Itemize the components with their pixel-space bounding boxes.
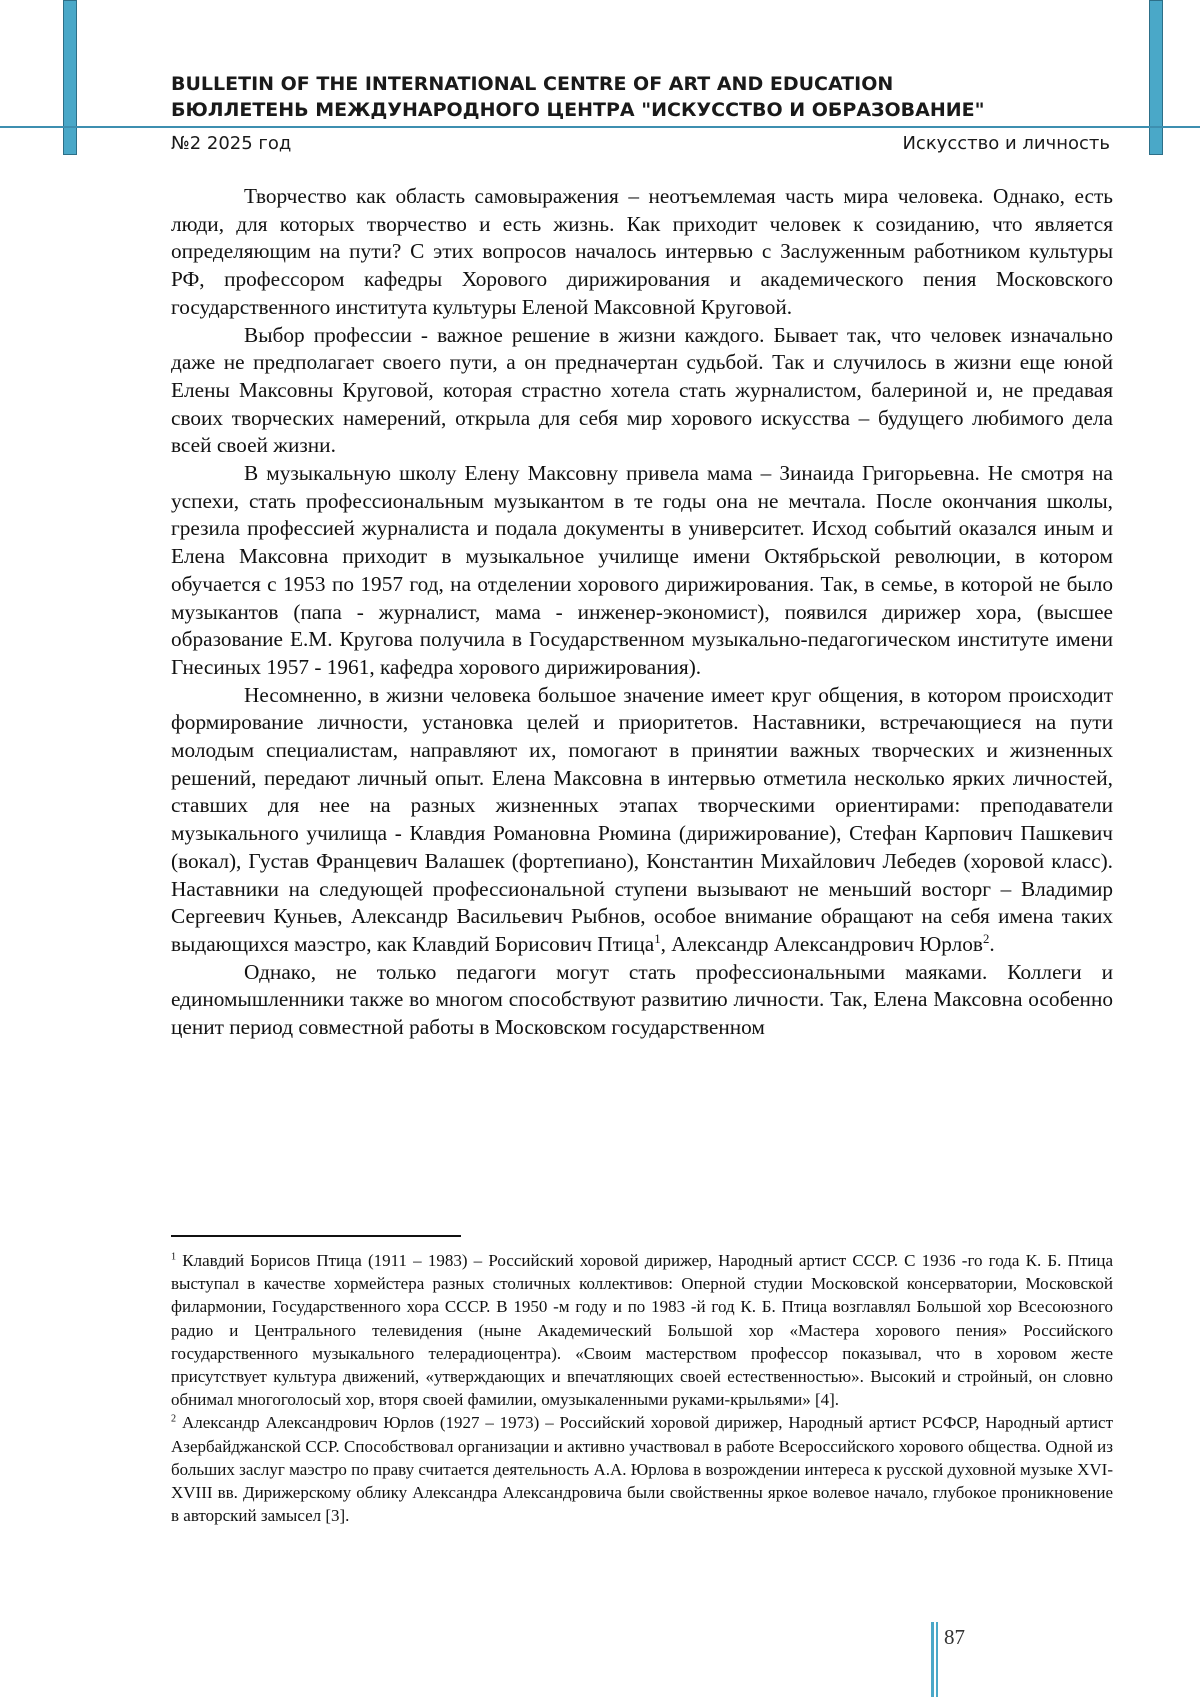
footnote-text: Клавдий Борисов Птица (1911 – 1983) – Российский хоровой дирижер, Народный артист СССР. С 1936 -го года К. Б. Птица выступал в качестве хормейстера разных столичных коллективов: Оперной студии Московской консерватории, Московской филармонии, Государственного хора СССР. В 1950 -м году и по 1983 -й год К. Б. Птица возглавлял Большой хор Всесоюзного радио и Центрального телевидения (ныне Академический Большой хор «Мастера хорового пения» Российского государственного музыкального телерадиоцентра). «Своим мастерством профессор показывал, что в хоровом жесте присутствует культура движений, «утверждающих и впечатляющих своей естественностью». Высокий и стройный, он словно обнимал многоголосый хор, вторя своей фамилии, омузыкаленными руками-крыльями» [4]. (171, 1251, 1113, 1410)
paragraph: Творчество как область самовыражения – неотъемлемая часть мира человека. Однако, есть люди, для которых творчество и есть жизнь. Как приходит человек к созиданию, что является определяющим на пути? С этих вопросов началось интервью с Заслуженным работником культуры РФ, профессором кафедры Хорового дирижирования и академического пения Московского государственного института культуры Еленой Максовной Круговой. (171, 184, 1113, 319)
paragraph-text: . (989, 931, 995, 956)
page-number-bar (931, 1622, 934, 1697)
header-decor-bar-left (63, 0, 77, 155)
footnote-ref-1[interactable]: 1 (654, 931, 661, 946)
article-body (171, 183, 1113, 1042)
paragraph: В музыкальную школу Елену Максовну привела мама – Зинаида Григорьевна. Не смотря на успехи, стать профессиональным музыкантом в те годы она не мечтала. После окончания школы, грезила профессией журналиста и подала документы в университет. Исход событий оказался иным и Елена Максовна приходит в музыкальное училище имени Октябрьской революции, в котором обучается с 1953 по 1957 год, на отделении хорового дирижирования. Так, в семье, в которой не было музыкантов (папа - журналист, мама - инженер-экономист), появился дирижер хора, (высшее образование Е.М. Кругова получила в Государственном музыкально-педагогическом институте имени Гнесиных 1957 - 1961, кафедра хорового дирижирования). (171, 461, 1113, 679)
header-decor-bar-right (1149, 0, 1163, 155)
footnote-text: Александр Александрович Юрлов (1927 – 1973) – Российский хоровой дирижер, Народный артист РСФСР, Народный артист Азербайджанской ССР. Способствовал организации и активно участвовал в работе Всероссийского хорового общества. Одной из больших заслуг маэстро по праву считается деятельность А.А. Юрлова в возрождении интереса к русской духовной музыке XVI-XVIII вв. Дирижерскому облику Александра Александровича были свойственны яркое волевое начало, глубокое проникновение в авторский замысел [3]. (171, 1413, 1113, 1526)
paragraph: Однако, не только педагоги могут стать профессиональными маяками. Коллеги и единомышленники также во многом способствуют развитию личности. Так, Елена Максовна особенно ценит период совместной работы в Московском государственном (171, 959, 1113, 1040)
footnote-ref-2[interactable]: 2 (982, 931, 990, 946)
paragraph-text: , Александр Александрович Юрлов (660, 931, 983, 956)
footnote-number: 1 (171, 1251, 177, 1263)
issue-number: №2 2025 год (171, 133, 292, 154)
footnote (171, 1411, 1113, 1527)
footnote (171, 1249, 1113, 1411)
section-title: Искусство и личность (902, 133, 1110, 154)
paragraph-text: Несомненно, в жизни человека большое значение имеет круг общения, в котором происходит формирование личности, установка целей и приоритетов. Наставники, встречающиеся на пути молодым специалистам, направляют их, помогают в принятии важных творческих и жизненных решений, передают личный опыт. Елена Максовна в интервью отметила несколько ярких личностей, ставших для нее на разных жизненных этапах творческими ориентирами: преподаватели музыкального училища - Клавдия Романовна Рюмина (дирижирование), Стефан Карпович Пашкевич (вокал), Густав Францевич Валашек (фортепиано), Константин Михайлович Лебедев (хоровой класс). Наставники на следующей профессиональной ступени вызывают не меньший восторг – Владимир Сергеевич Куньев, Александр Васильевич Рыбнов, особое внимание обращают на себя имена таких выдающихся маэстро, как Клавдий Борисович Птица (171, 682, 1113, 956)
footnote-separator (171, 1235, 461, 1237)
footnote-number: 2 (171, 1413, 177, 1425)
paragraph: Выбор профессии - важное решение в жизни каждого. Бывает так, что человек изначально даже не предполагает своего пути, а он предначертан судьбой. Так и случилось в жизни еще юной Елены Максовны Круговой, которая страстно хотела стать журналистом, балериной и, не предавая своих творческих намерений, открыла для себя мир хорового искусства – будущего любимого дела всей своей жизни. (171, 322, 1113, 458)
paragraph (171, 682, 1113, 959)
header-rule (0, 126, 1200, 128)
journal-title-ru: БЮЛЛЕТЕНЬ МЕЖДУНАРОДНОГО ЦЕНТРА "ИСКУССТВО И ОБРАЗОВАНИЕ" (171, 99, 985, 121)
page-number-bar-secondary (936, 1622, 938, 1697)
footnotes (171, 1249, 1113, 1527)
journal-title-en: BULLETIN OF THE INTERNATIONAL CENTRE OF ART AND EDUCATION (171, 73, 894, 95)
page-number: 87 (944, 1625, 965, 1649)
